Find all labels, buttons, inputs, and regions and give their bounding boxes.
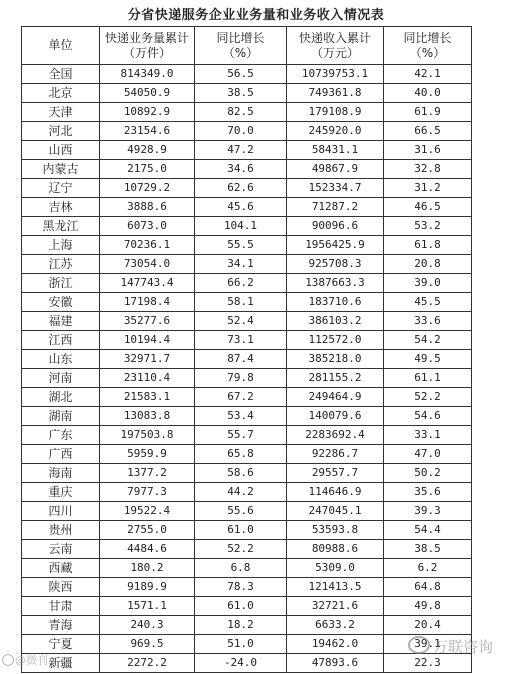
table-body [22,65,472,673]
cell-revenue-growth: 31.6 [384,141,472,160]
cell-volume: 35277.6 [100,312,195,331]
header-volume-growth [195,27,287,65]
cell-volume: 180.2 [100,559,195,578]
cell-volume-growth: 61.0 [195,521,287,540]
cell-revenue-growth: 54.2 [384,331,472,350]
cell-volume-growth: 55.6 [195,502,287,521]
cell-revenue: 29557.7 [287,464,384,483]
cell-volume-growth: 52.2 [195,540,287,559]
cell-revenue: 32721.6 [287,597,384,616]
cell-volume-growth: 47.2 [195,141,287,160]
header-row [22,27,472,65]
cell-region: 黑龙江 [22,217,100,236]
cell-region: 辽宁 [22,179,100,198]
weibo-icon [2,654,14,666]
cell-revenue-growth: 35.6 [384,483,472,502]
table-row [22,483,472,502]
cell-volume-growth: 61.0 [195,597,287,616]
cell-volume: 5959.9 [100,445,195,464]
cell-region: 全国 [22,65,100,84]
table-row [22,84,472,103]
cell-volume-growth: 34.6 [195,160,287,179]
cell-region: 新疆 [22,654,100,673]
cell-revenue-growth: 54.6 [384,407,472,426]
cell-revenue-growth: 49.5 [384,350,472,369]
cell-volume-growth: 55.5 [195,236,287,255]
cell-revenue: 152334.7 [287,179,384,198]
table-row [22,654,472,673]
cell-volume-growth: 6.8 [195,559,287,578]
cell-volume-growth: 18.2 [195,616,287,635]
table-row [22,597,472,616]
watermark-right-text: 万联咨询 [433,638,494,656]
cell-revenue: 10739753.1 [287,65,384,84]
cell-volume: 54050.9 [100,84,195,103]
cell-region: 内蒙古 [22,160,100,179]
cell-revenue-growth: 39.0 [384,274,472,293]
cell-volume-growth: 51.0 [195,635,287,654]
cell-volume: 7977.3 [100,483,195,502]
table-row [22,141,472,160]
cell-revenue: 71287.2 [287,198,384,217]
cell-region: 海南 [22,464,100,483]
cell-region: 湖北 [22,388,100,407]
cell-region: 甘肃 [22,597,100,616]
cell-revenue-growth: 49.8 [384,597,472,616]
cell-revenue-growth: 52.2 [384,388,472,407]
cell-volume-growth: 82.5 [195,103,287,122]
cell-volume-growth: 65.8 [195,445,287,464]
cell-region: 四川 [22,502,100,521]
cell-revenue: 58431.1 [287,141,384,160]
cell-volume: 4484.6 [100,540,195,559]
cell-revenue: 114646.9 [287,483,384,502]
cell-revenue: 53593.8 [287,521,384,540]
cell-revenue-growth: 47.0 [384,445,472,464]
cell-revenue: 121413.5 [287,578,384,597]
table-row [22,635,472,654]
cell-volume: 23110.4 [100,369,195,388]
cell-revenue: 90096.6 [287,217,384,236]
cell-revenue: 2283692.4 [287,426,384,445]
cell-revenue-growth: 39.1 [384,635,472,654]
cell-region: 天津 [22,103,100,122]
watermark-left [2,652,48,668]
cell-region: 山东 [22,350,100,369]
cell-revenue: 925708.3 [287,255,384,274]
cell-revenue-growth: 50.2 [384,464,472,483]
cell-revenue-growth: 42.1 [384,65,472,84]
header-revenue-line1: 快递收入累计 [298,30,371,45]
cell-region: 山西 [22,141,100,160]
cell-volume: 4928.9 [100,141,195,160]
cell-volume-growth: 58.6 [195,464,287,483]
cell-revenue-growth: 61.9 [384,103,472,122]
cell-revenue-growth: 45.5 [384,293,472,312]
cell-volume: 3888.6 [100,198,195,217]
cell-region: 上海 [22,236,100,255]
table-row [22,559,472,578]
cell-revenue: 247045.1 [287,502,384,521]
cell-volume: 23154.6 [100,122,195,141]
cell-revenue-growth: 31.2 [384,179,472,198]
cell-revenue: 112572.0 [287,331,384,350]
cell-volume-growth: 56.5 [195,65,287,84]
watermark-left-text: @微刊 [15,654,48,667]
table-row [22,65,472,84]
cell-volume-growth: 73.1 [195,331,287,350]
cell-volume: 70236.1 [100,236,195,255]
table-row [22,255,472,274]
cell-region: 广东 [22,426,100,445]
cell-volume-growth: 70.0 [195,122,287,141]
cell-revenue-growth: 33.6 [384,312,472,331]
cell-revenue-growth: 39.3 [384,502,472,521]
cell-revenue: 49867.9 [287,160,384,179]
cell-region: 河北 [22,122,100,141]
cell-revenue: 19462.0 [287,635,384,654]
cell-revenue: 92286.7 [287,445,384,464]
cell-volume-growth: 87.4 [195,350,287,369]
cell-volume: 73054.0 [100,255,195,274]
table-row [22,369,472,388]
cell-volume: 197503.8 [100,426,195,445]
cell-region: 浙江 [22,274,100,293]
cell-volume: 240.3 [100,616,195,635]
table-row [22,293,472,312]
cell-revenue: 5309.0 [287,559,384,578]
cell-region: 重庆 [22,483,100,502]
cell-volume: 10194.4 [100,331,195,350]
table-row [22,578,472,597]
header-revenue-line2: （万元） [310,45,359,60]
cell-region: 江苏 [22,255,100,274]
cell-volume: 2272.2 [100,654,195,673]
cell-volume-growth: 45.6 [195,198,287,217]
cell-region: 贵州 [22,521,100,540]
cell-revenue-growth: 20.4 [384,616,472,635]
table-row [22,521,472,540]
table-header [22,27,472,65]
cell-region: 西藏 [22,559,100,578]
table-row [22,388,472,407]
cell-volume: 1571.1 [100,597,195,616]
cell-volume-growth: 38.5 [195,84,287,103]
cell-region: 安徽 [22,293,100,312]
cell-region: 广西 [22,445,100,464]
cell-region: 陕西 [22,578,100,597]
cell-revenue-growth: 64.8 [384,578,472,597]
cell-region: 江西 [22,331,100,350]
cell-volume: 13083.8 [100,407,195,426]
cell-volume-growth: 52.4 [195,312,287,331]
table-row [22,236,472,255]
cell-volume: 10892.9 [100,103,195,122]
cell-revenue-growth: 38.5 [384,540,472,559]
cell-volume: 17198.4 [100,293,195,312]
cell-volume: 21583.1 [100,388,195,407]
table-row [22,198,472,217]
cell-revenue: 140079.6 [287,407,384,426]
cell-revenue: 1387663.3 [287,274,384,293]
cell-volume: 19522.4 [100,502,195,521]
cell-revenue: 80988.6 [287,540,384,559]
cell-volume: 2755.0 [100,521,195,540]
table-row [22,540,472,559]
cell-revenue: 249464.9 [287,388,384,407]
header-revenue-growth-line2: （%） [409,45,446,60]
cell-revenue-growth: 46.5 [384,198,472,217]
cell-revenue: 47893.6 [287,654,384,673]
cell-volume-growth: 66.2 [195,274,287,293]
cell-region: 湖南 [22,407,100,426]
header-unit [22,27,100,65]
cell-volume-growth: 53.4 [195,407,287,426]
cell-volume-growth: 58.1 [195,293,287,312]
table-row [22,445,472,464]
cell-volume: 10729.2 [100,179,195,198]
cell-revenue: 386103.2 [287,312,384,331]
cell-volume: 1377.2 [100,464,195,483]
cell-revenue: 385218.0 [287,350,384,369]
cell-volume-growth: 34.1 [195,255,287,274]
express-delivery-table [21,26,472,673]
cell-volume-growth: 104.1 [195,217,287,236]
table-row [22,464,472,483]
cell-revenue-growth: 66.5 [384,122,472,141]
watermark-right [408,636,493,657]
cell-volume-growth: 55.7 [195,426,287,445]
cell-volume: 9189.9 [100,578,195,597]
cell-region: 青海 [22,616,100,635]
cell-revenue-growth: 32.8 [384,160,472,179]
header-revenue [287,27,384,65]
cell-volume-growth: 44.2 [195,483,287,502]
cell-volume-growth: 67.2 [195,388,287,407]
cell-revenue: 183710.6 [287,293,384,312]
header-volume-line1: 快递业务量累计 [104,30,189,45]
table-row [22,217,472,236]
cell-revenue-growth: 61.1 [384,369,472,388]
table-row [22,350,472,369]
cell-revenue: 749361.8 [287,84,384,103]
cell-volume: 969.5 [100,635,195,654]
table-row [22,407,472,426]
header-revenue-growth [384,27,472,65]
cell-volume: 147743.4 [100,274,195,293]
table-row [22,331,472,350]
cell-revenue: 6633.2 [287,616,384,635]
cell-revenue-growth: 61.8 [384,236,472,255]
cell-volume-growth: 78.3 [195,578,287,597]
table-row [22,312,472,331]
cell-volume-growth: 62.6 [195,179,287,198]
header-volume [100,27,195,65]
table-row [22,426,472,445]
cell-region: 吉林 [22,198,100,217]
table-row [22,616,472,635]
cell-revenue-growth: 53.2 [384,217,472,236]
table-title: 分省快递服务企业业务量和业务收入情况表 [127,8,385,23]
cell-revenue-growth: 22.3 [384,654,472,673]
cell-revenue: 281155.2 [287,369,384,388]
header-revenue-growth-line1: 同比增长 [403,30,452,45]
cell-region: 北京 [22,84,100,103]
cell-revenue-growth: 20.8 [384,255,472,274]
cell-region: 云南 [22,540,100,559]
cell-volume-growth: -24.0 [195,654,287,673]
cell-revenue: 179108.9 [287,103,384,122]
cell-volume-growth: 79.8 [195,369,287,388]
table-row [22,502,472,521]
cell-volume: 6073.0 [100,217,195,236]
table-row [22,122,472,141]
cell-revenue-growth: 6.2 [384,559,472,578]
table-row [22,179,472,198]
cell-region: 河南 [22,369,100,388]
header-volume-growth-line1: 同比增长 [216,30,265,45]
cell-revenue: 245920.0 [287,122,384,141]
wechat-icon [408,636,430,654]
cell-revenue-growth: 54.4 [384,521,472,540]
cell-revenue: 1956425.9 [287,236,384,255]
cell-revenue-growth: 33.1 [384,426,472,445]
cell-region: 宁夏 [22,635,100,654]
header-volume-growth-line2: （%） [222,45,259,60]
cell-volume: 814349.0 [100,65,195,84]
table-row [22,103,472,122]
header-unit-label: 单位 [48,38,73,52]
table-row [22,274,472,293]
cell-volume: 2175.0 [100,160,195,179]
table-row [22,160,472,179]
cell-region: 福建 [22,312,100,331]
cell-revenue-growth: 40.0 [384,84,472,103]
header-volume-line2: （万件） [122,45,171,60]
cell-volume: 32971.7 [100,350,195,369]
